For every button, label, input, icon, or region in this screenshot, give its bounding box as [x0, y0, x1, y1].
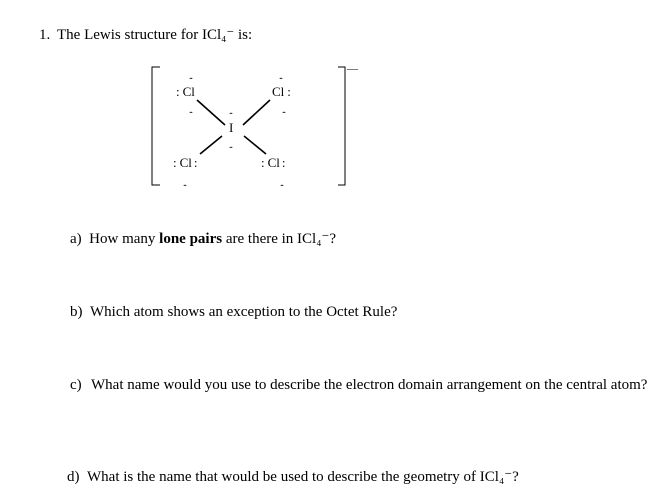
cl-symbol: Cl [179, 155, 192, 170]
part-c-text: What name would you use to describe the electron domain arrangement on the central atom? [91, 377, 648, 393]
atom-cl-upper-left [176, 85, 195, 98]
ion-charge: — [347, 63, 358, 75]
cl-upper-right-lone-pair-bottom: .. [282, 105, 285, 116]
bond-upper-right [243, 100, 270, 125]
bond-upper-left [197, 100, 225, 125]
part-d-text: What is the name that would be used to describe the geometry of ICl₄⁻? [87, 469, 519, 485]
colon-left: : [261, 155, 265, 170]
cl-lower-left-lone-pair-bottom: .. [183, 178, 186, 189]
part-d-label: d) [67, 469, 80, 485]
part-b-text: Which atom shows an exception to the Octet Rule? [90, 304, 398, 320]
atom-cl-lower-left [173, 156, 198, 169]
colon-left: : [173, 155, 177, 170]
colon-left: : [176, 84, 180, 99]
part-a-prefix: How many [89, 231, 160, 247]
bond-lower-right [244, 136, 266, 154]
bond-lower-left [200, 136, 222, 154]
central-atom-iodine: I [229, 120, 234, 135]
colon-right: : [193, 155, 198, 170]
cl-symbol: Cl [272, 84, 285, 99]
cl-upper-right-lone-pair-top: .. [279, 71, 282, 82]
colon-right: : [281, 155, 286, 170]
atom-cl-upper-right [272, 85, 291, 98]
cl-symbol: Cl [267, 155, 280, 170]
part-b-label: b) [70, 304, 83, 320]
right-bracket [338, 67, 345, 185]
question-intro: The Lewis structure for ICl₄⁻ is: [57, 27, 253, 43]
part-a-suffix: are there in ICl₄⁻? [222, 231, 337, 247]
cl-upper-left-lone-pair-top: .. [189, 71, 192, 82]
cl-lower-right-lone-pair-bottom: .. [280, 178, 283, 189]
part-d [67, 468, 519, 487]
colon-right: : [287, 84, 291, 99]
part-a [70, 230, 336, 249]
part-c-label: c) [70, 377, 82, 393]
atom-cl-lower-right [261, 156, 286, 169]
left-bracket [152, 67, 160, 185]
question-number: 1. [39, 27, 51, 43]
part-b [70, 303, 397, 322]
iodine-lone-pair-top: .. [229, 106, 232, 117]
cl-upper-left-lone-pair-bottom: .. [189, 105, 192, 116]
cl-symbol: Cl [182, 84, 195, 99]
part-a-bold: lone pairs [159, 231, 223, 247]
part-a-label: a) [70, 231, 82, 247]
iodine-lone-pair-bottom: .. [229, 140, 232, 151]
